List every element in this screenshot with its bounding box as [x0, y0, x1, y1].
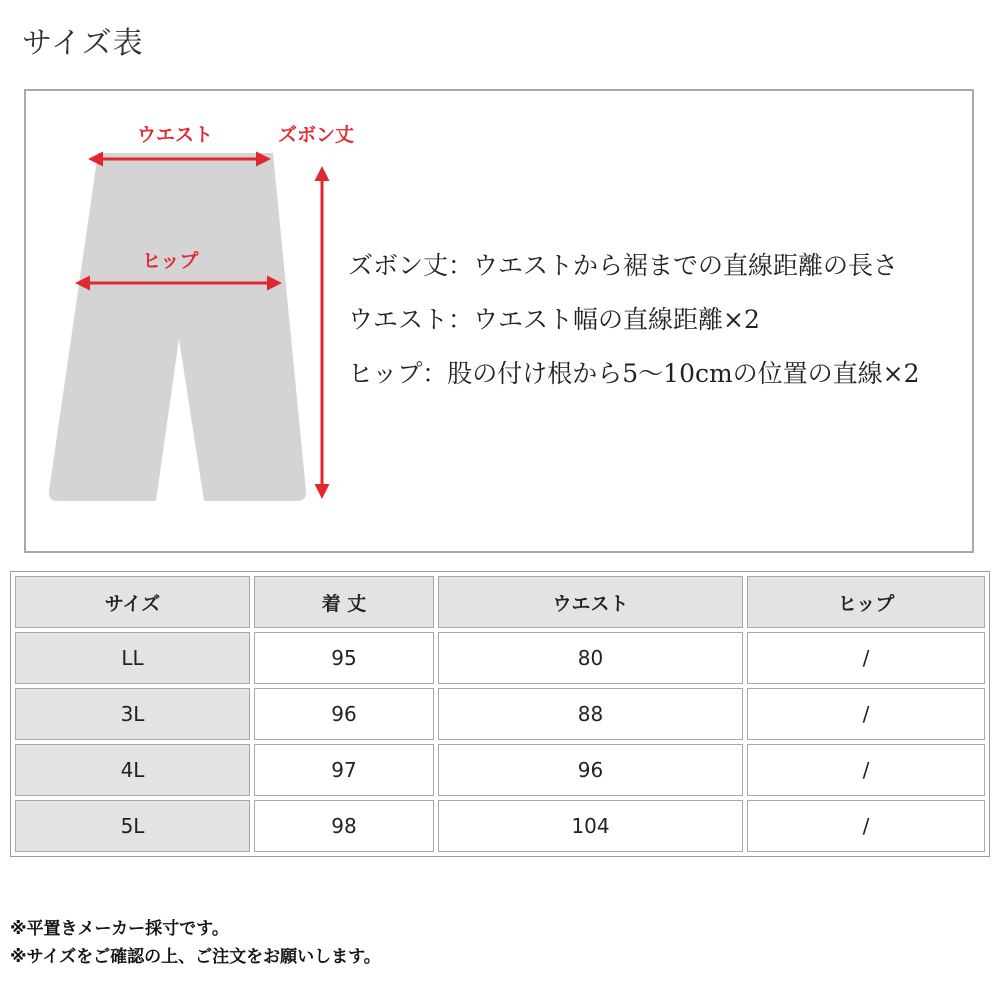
page-title: サイズ表: [22, 26, 144, 61]
table-row: [15, 688, 985, 740]
cell-hip: /: [747, 632, 985, 684]
header-waist: ウエスト: [438, 576, 743, 628]
cell-hip: /: [747, 744, 985, 796]
pants-silhouette-icon: [49, 153, 306, 501]
cell-waist: 80: [438, 632, 743, 684]
cell-size: 5L: [15, 800, 250, 852]
cell-size: 3L: [15, 688, 250, 740]
header-size: サイズ: [15, 576, 250, 628]
header-length: 着 丈: [254, 576, 434, 628]
cell-length: 96: [254, 688, 434, 740]
header-hip: ヒップ: [747, 576, 985, 628]
description-line-length: ズボン丈：ウエストから裾までの直線距離の長さ: [348, 251, 899, 280]
cell-waist: 104: [438, 800, 743, 852]
table-header-row: [15, 576, 985, 628]
size-diagram-panel: [24, 89, 974, 553]
measurement-descriptions: [348, 239, 968, 401]
cell-hip: /: [747, 688, 985, 740]
size-table: [10, 571, 990, 857]
description-line-waist: ウエスト：ウエスト幅の直線距離×2: [348, 305, 760, 334]
cell-size: LL: [15, 632, 250, 684]
description-line-hip: ヒップ：股の付け根から5～10cmの位置の直線×2: [348, 359, 920, 388]
note-measurement: ※平置きメーカー採寸です。: [10, 919, 229, 939]
notes: [10, 915, 381, 971]
cell-size: 4L: [15, 744, 250, 796]
waist-label: ウエスト: [137, 124, 214, 146]
table-row: [15, 800, 985, 852]
cell-waist: 96: [438, 744, 743, 796]
length-label: ズボン丈: [278, 124, 355, 146]
cell-waist: 88: [438, 688, 743, 740]
cell-hip: /: [747, 800, 985, 852]
hip-label: ヒップ: [142, 250, 199, 272]
cell-length: 97: [254, 744, 434, 796]
cell-length: 98: [254, 800, 434, 852]
cell-length: 95: [254, 632, 434, 684]
note-confirm-size: ※サイズをご確認の上、ご注文をお願いします。: [10, 947, 381, 967]
table-row: [15, 744, 985, 796]
table-row: [15, 632, 985, 684]
